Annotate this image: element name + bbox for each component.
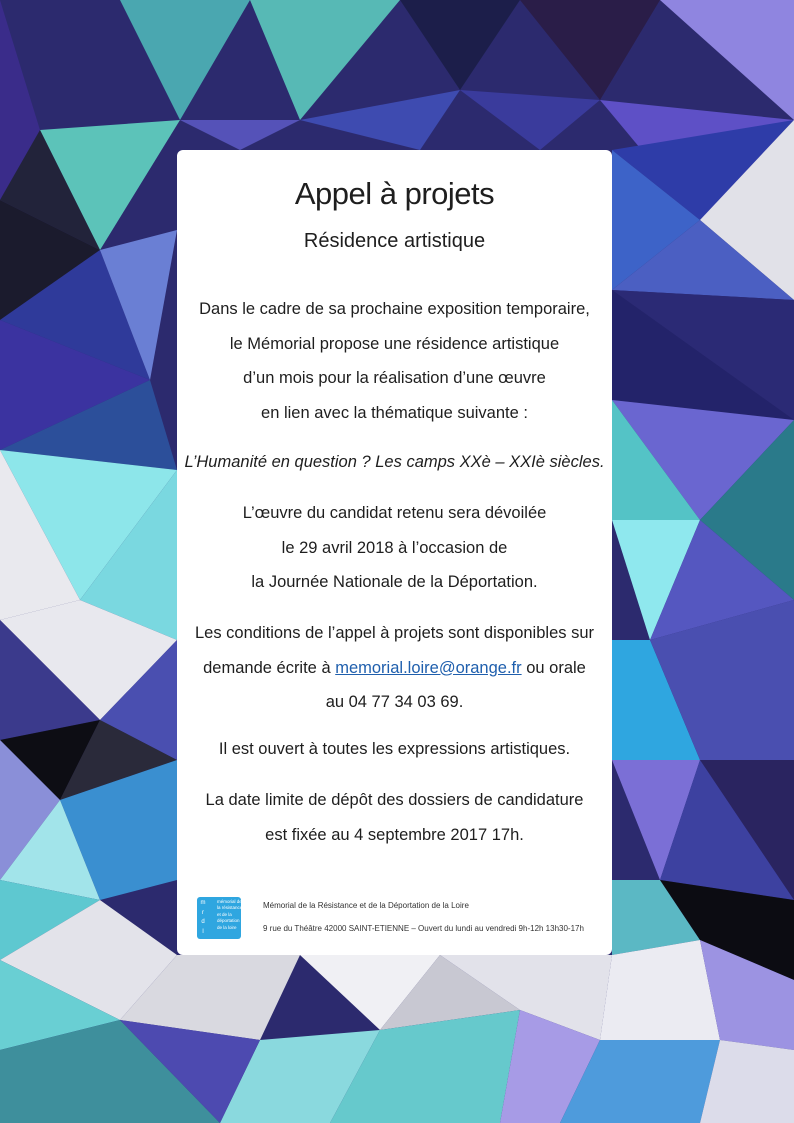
deadline-line: est fixée au 4 septembre 2017 17h. xyxy=(265,825,524,844)
page-title: Appel à projets xyxy=(294,176,495,211)
conditions-paragraph xyxy=(177,616,612,720)
footer xyxy=(197,892,597,940)
intro-line: en lien avec la thématique suivante : xyxy=(261,403,528,422)
logo-text: mémorial de la résistance et de la déportation de la loire xyxy=(217,899,243,930)
theme-line: L’Humanité en question ? Les camps XXè – XXIè siècles. xyxy=(184,453,605,471)
reveal-paragraph xyxy=(177,496,612,600)
conditions-suffix: ou orale xyxy=(526,658,586,677)
memorial-logo xyxy=(197,897,241,939)
deadline-paragraph xyxy=(177,783,612,852)
conditions-line-2 xyxy=(177,651,612,686)
conditions-prefix: demande écrite à xyxy=(203,658,331,677)
reveal-line: le 29 avril 2018 à l’occasion de xyxy=(281,538,508,557)
deadline-line: La date limite de dépôt des dossiers de candidature xyxy=(205,791,584,809)
page-subtitle: Résidence artistique xyxy=(303,230,486,252)
conditions-line-1: Les conditions de l’appel à projets sont disponibles sur xyxy=(195,624,594,642)
conditions-line-3: au 04 77 34 03 69. xyxy=(325,693,464,711)
footer-institution-name: Mémorial de la Résistance et de la Déportation de la Loire xyxy=(263,901,469,910)
footer-address: 9 rue du Théâtre 42000 SAINT-ETIENNE – Ouvert du lundi au vendredi 9h-12h 13h30-17h xyxy=(263,924,584,933)
open-to-line: Il est ouvert à toutes les expressions artistiques. xyxy=(218,740,571,758)
email-link[interactable]: memorial.loire@orange.fr xyxy=(335,658,522,677)
intro-line: Dans le cadre de sa prochaine exposition temporaire, xyxy=(199,300,590,318)
reveal-line: L’œuvre du candidat retenu sera dévoilée xyxy=(242,504,547,522)
intro-paragraph xyxy=(177,292,612,430)
reveal-line: la Journée Nationale de la Déportation. xyxy=(251,573,538,591)
intro-line: le Mémorial propose une résidence artistique xyxy=(229,334,560,353)
logo-letters: m r d l xyxy=(200,900,206,935)
announcement-card xyxy=(177,150,612,955)
intro-line: d’un mois pour la réalisation d’une œuvre xyxy=(243,369,546,387)
